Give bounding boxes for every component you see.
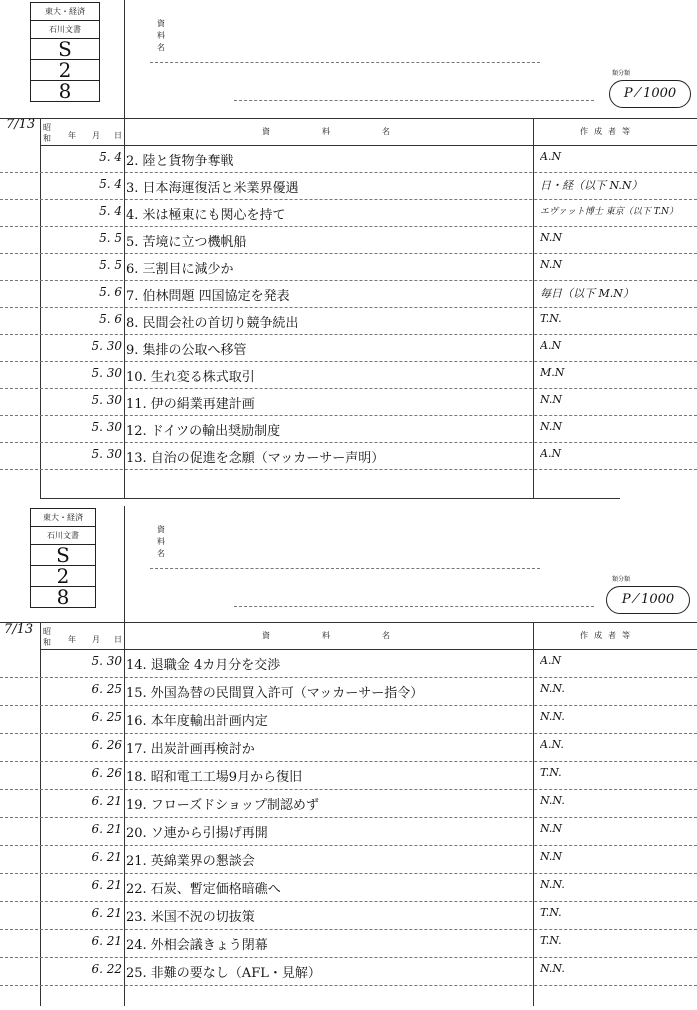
row-line — [0, 705, 697, 706]
header-era: 昭和 — [43, 627, 51, 647]
row-line — [0, 388, 697, 389]
material-line-2 — [234, 100, 594, 101]
row-line — [0, 985, 697, 986]
entry-date: 5. 30 — [91, 654, 122, 668]
entry-author: M.N — [540, 366, 565, 379]
catalog-card-1 — [0, 0, 697, 500]
row-line — [0, 307, 697, 308]
material-label: 資 料 名 — [157, 525, 165, 558]
entry-title: 17. 出炭計画再検討か — [126, 742, 255, 757]
entry-title: 7. 伯林問題 四国協定を発表 — [126, 289, 290, 304]
entry-title: 25. 非難の要なし（AFL・見解） — [126, 966, 321, 981]
header-title: 資 料 名 — [262, 127, 412, 136]
catalog-card-2 — [0, 506, 697, 1006]
header-top-line — [0, 118, 697, 119]
entry-author: N.N. — [540, 878, 565, 891]
entry-title: 11. 伊の絹業再建計画 — [126, 397, 255, 412]
entry-title: 3. 日本海運復活と米業界優遇 — [126, 181, 299, 196]
entry-title: 14. 退職金 4カ月分を交渉 — [126, 658, 281, 673]
row-line — [0, 929, 697, 930]
entry-date: 5. 30 — [91, 339, 122, 353]
entry-author: N.N. — [540, 962, 565, 975]
entry-date: 5. 4 — [99, 150, 122, 164]
stamp-volume: 2 — [31, 60, 99, 81]
header-title: 資 料 名 — [262, 631, 412, 640]
header-era: 昭和 — [43, 123, 51, 143]
entry-title: 20. ソ連から引揚げ再開 — [126, 826, 268, 841]
entry-author: N.N. — [540, 710, 565, 723]
entry-author: N.N — [540, 822, 563, 835]
entry-date: 6. 21 — [91, 878, 122, 892]
archive-stamp — [30, 508, 96, 608]
classification-box: P ⁄ 1000 — [609, 80, 691, 108]
row-line — [0, 873, 697, 874]
row-line — [0, 253, 697, 254]
entry-title: 15. 外国為替の民間買入許可（マッカーサー指令） — [126, 686, 424, 701]
entry-title: 2. 陸と貨物争奪戦 — [126, 154, 234, 169]
row-line — [0, 415, 697, 416]
stamp-volume: 2 — [31, 566, 95, 587]
row-line — [0, 361, 697, 362]
header-month: 月 — [92, 635, 102, 644]
entry-date: 5. 5 — [99, 231, 122, 245]
header-year: 年 — [68, 635, 78, 644]
entry-author: N.N. — [540, 682, 565, 695]
classification-label: 類分類 — [612, 70, 631, 77]
classification-box: P ⁄ 1000 — [606, 586, 690, 614]
entry-title: 9. 集排の公取へ移管 — [126, 343, 247, 358]
row-line — [0, 226, 697, 227]
handwritten-date-mark: 7/13 — [6, 117, 36, 132]
entry-author: T.N. — [540, 766, 562, 779]
stamp-collection: 石川文書 — [31, 21, 99, 39]
entry-author: A.N — [540, 447, 562, 460]
row-line — [0, 817, 697, 818]
entry-date: 6. 21 — [91, 906, 122, 920]
entry-date: 6. 21 — [91, 934, 122, 948]
header-author: 作成者等 — [580, 127, 636, 136]
row-line — [0, 172, 697, 173]
entry-date: 6. 22 — [91, 962, 122, 976]
entry-author: A.N — [540, 150, 562, 163]
entry-title: 16. 本年度輸出計画内定 — [126, 714, 268, 729]
row-line — [0, 334, 697, 335]
entry-title: 12. ドイツの輸出奨励制度 — [126, 424, 281, 439]
row-line — [0, 901, 697, 902]
entry-author: A.N. — [540, 738, 564, 751]
archive-stamp — [30, 2, 100, 102]
entry-date: 5. 30 — [91, 366, 122, 380]
entry-date: 5. 6 — [99, 285, 122, 299]
entry-title: 23. 米国不況の切抜策 — [126, 910, 255, 925]
entry-title: 24. 外相会議きょう閉幕 — [126, 938, 268, 953]
row-line — [0, 845, 697, 846]
entry-date: 6. 25 — [91, 682, 122, 696]
entry-title: 19. フローズドショップ制認めず — [126, 798, 319, 813]
stamp-number: 8 — [58, 79, 72, 103]
entry-author: N.N — [540, 393, 563, 406]
entry-title: 6. 三割目に減少か — [126, 262, 234, 277]
entry-date: 6. 26 — [91, 738, 122, 752]
row-line — [0, 677, 697, 678]
entry-title: 5. 苦境に立つ機帆船 — [126, 235, 247, 250]
entry-date: 6. 26 — [91, 766, 122, 780]
entry-date: 6. 21 — [91, 794, 122, 808]
entry-title: 8. 民間会社の首切り競争続出 — [126, 316, 299, 331]
row-line — [0, 789, 697, 790]
entry-author: N.N. — [540, 794, 565, 807]
entry-title: 21. 英綿業界の懇談会 — [126, 854, 255, 869]
classification-label: 類分類 — [612, 576, 631, 583]
entry-author: 日・経（以下 N.N） — [540, 179, 643, 192]
header-bottom-line — [40, 145, 697, 146]
entry-author: N.N — [540, 420, 563, 433]
stamp-collection: 石川文書 — [31, 527, 95, 545]
entry-date: 5. 30 — [91, 420, 122, 434]
entry-date: 5. 6 — [99, 312, 122, 326]
entry-date: 5. 30 — [91, 447, 122, 461]
row-line — [0, 957, 697, 958]
header-top-line — [0, 622, 697, 623]
material-line-1 — [150, 62, 540, 63]
stamp-series: S — [31, 39, 99, 60]
material-line-2 — [234, 606, 594, 607]
entry-date: 5. 4 — [99, 204, 122, 218]
handwritten-date-mark: 7/13 — [4, 622, 34, 637]
entry-author: T.N. — [540, 934, 562, 947]
entry-author: A.N — [540, 654, 562, 667]
entry-date: 6. 25 — [91, 710, 122, 724]
material-label: 資 料 名 — [157, 19, 165, 52]
stamp-institution: 東大・経済 — [31, 3, 99, 21]
entry-date: 5. 5 — [99, 258, 122, 272]
row-line — [0, 469, 697, 470]
row-line — [0, 761, 697, 762]
header-bottom-line — [40, 649, 697, 650]
row-line — [0, 280, 697, 281]
card-margin-line — [124, 506, 125, 624]
row-line — [0, 442, 697, 443]
entry-author: エヴァット博士 東京（以下 T.N） — [540, 207, 679, 217]
header-author: 作成者等 — [580, 631, 636, 640]
material-line-1 — [150, 568, 540, 569]
entry-author: N.N — [540, 231, 563, 244]
entry-date: 6. 21 — [91, 822, 122, 836]
card-bottom-line — [40, 498, 620, 499]
header-day: 日 — [114, 635, 124, 644]
entry-title: 22. 石炭、暫定価格暗礁へ — [126, 882, 281, 897]
entry-date: 5. 30 — [91, 393, 122, 407]
entry-date: 6. 21 — [91, 850, 122, 864]
entry-title: 18. 昭和電工工場9月から復旧 — [126, 770, 303, 785]
entry-title: 10. 生れ変る株式取引 — [126, 370, 255, 385]
entry-author: N.N — [540, 258, 563, 271]
entry-author: N.N — [540, 850, 563, 863]
stamp-number: 8 — [56, 585, 70, 609]
header-year: 年 — [68, 131, 78, 140]
entry-author: T.N. — [540, 906, 562, 919]
entry-author: A.N — [540, 339, 562, 352]
card-margin-line — [124, 0, 125, 118]
stamp-institution: 東大・経済 — [31, 509, 95, 527]
entry-author: 毎日（以下 M.N） — [540, 287, 634, 300]
entry-author: T.N. — [540, 312, 562, 325]
entry-date: 5. 4 — [99, 177, 122, 191]
header-day: 日 — [114, 131, 124, 140]
entry-title: 4. 米は極東にも関心を持て — [126, 208, 286, 223]
stamp-series: S — [31, 545, 95, 566]
header-month: 月 — [92, 131, 102, 140]
row-line — [0, 199, 697, 200]
row-line — [0, 733, 697, 734]
entry-title: 13. 自治の促進を念願（マッカーサー声明） — [126, 451, 385, 466]
